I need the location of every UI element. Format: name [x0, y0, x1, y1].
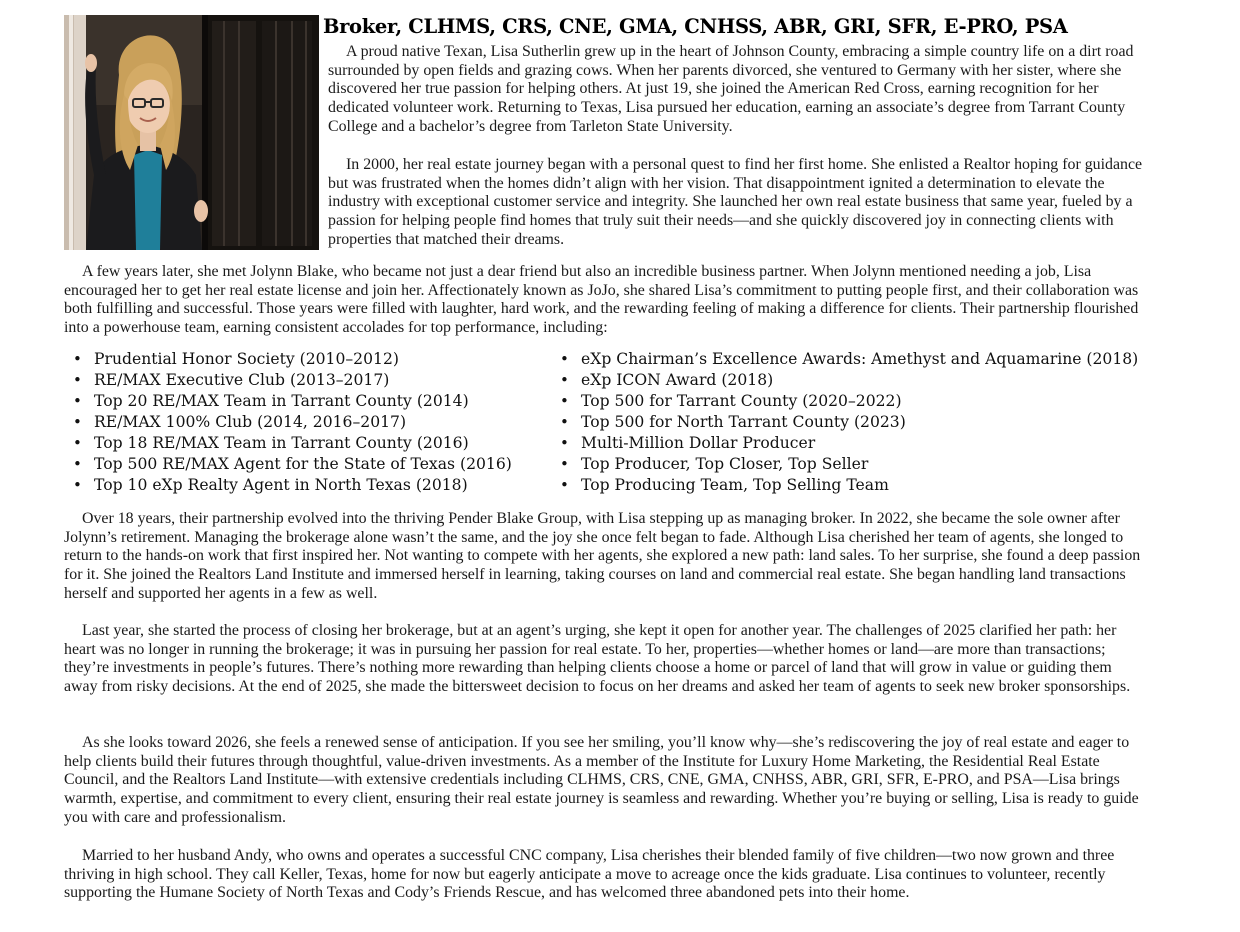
list-item: • Top 20 RE/MAX Team in Tarrant County (2014) [64, 391, 512, 412]
bio-paragraph-closing-brokerage: Last year, she started the process of closing her brokerage, but at an agent’s urging, she kept it open for another year. The challenges of 2025 clarified her path: her heart was no longer in running the brokerage; it was in pursuing her passion for real estate. To her, properties—whether homes or land—are more than transactions; they’re investments in people’s futures. There’s nothing more rewarding than helping clients choose a home or parcel of land that will grow in value or guiding them away from risky decisions. At the end of 2025, she made the bittersweet decision to focus on her dreams and asked her team of agents to seek new broker sponsorships. [64, 622, 1131, 696]
list-item: • Top 500 RE/MAX Agent for the State of Texas (2016) [64, 454, 512, 475]
list-item: • eXp Chairman’s Excellence Awards: Amethyst and Aquamarine (2018) [551, 349, 1138, 370]
list-item: • Multi-Million Dollar Producer [551, 433, 1138, 454]
list-item: • RE/MAX Executive Club (2013–2017) [64, 370, 512, 391]
list-item: • Top Producer, Top Closer, Top Seller [551, 454, 1138, 475]
list-item: • RE/MAX 100% Club (2014, 2016–2017) [64, 412, 512, 433]
bio-paragraph-intro: A proud native Texan, Lisa Sutherlin grew up in the heart of Johnson County, embracing a simple country life on a dirt road surrounded by open fields and grazing cows. When her parents divorced, she ventured to Germany with her sister, where she discovered her true passion for helping others. At just 19, she joined the American Red Cross, earning recognition for her dedicated volunteer work. Returning to Texas, Lisa pursued her education, earning an associate’s degree from Tarrant County College and a bachelor’s degree from Tarleton State University. [328, 43, 1134, 135]
list-item: • Top Producing Team, Top Selling Team [551, 475, 1138, 496]
bio-paragraph-partnership: A few years later, she met Jolynn Blake, who became not just a dear friend but also an incredible business partner. When Jolynn mentioned needing a job, Lisa encouraged her to get her real estate license and join her. Affectionately known as JoJo, she shared Lisa’s commitment to putting people first, and their collaboration was both fulfilling and successful. Those years were filled with laughter, hard work, and the rewarding feeling of making a difference for clients. Their partnership flourished into a powerhouse team, earning consistent accolades for top performance, including: [64, 263, 1139, 337]
list-item: • eXp ICON Award (2018) [551, 370, 1138, 391]
list-item: • Top 500 for North Tarrant County (2023) [551, 412, 1138, 433]
bio-paragraph-2026: As she looks toward 2026, she feels a renewed sense of anticipation. If you see her smiling, you’ll know why—she’s rediscovering the joy of real estate and eager to help clients build their futures through thoughtful, value-driven investments. As a member of the Institute for Luxury Home Marketing, the Residential Real Estate Council, and the Realtors Land Institute—with extensive credentials including CLHMS, CRS, CNE, GMA, CNHSS, ABR, GRI, SFR, E-PRO, and PSA—Lisa brings warmth, expertise, and commitment to every client, ensuring their real estate journey is seamless and rewarding. Whether you’re buying or selling, Lisa is ready to guide you with care and professionalism. [64, 734, 1139, 826]
bio-paragraph-journey: In 2000, her real estate journey began with a personal quest to find her first home. She enlisted a Realtor hoping for guidance but was frustrated when the homes didn’t align with her vision. That disappointment ignited a determination to elevate the industry with exceptional customer service and integrity. She launched her own real estate business that same year, fueled by a passion for helping people find homes that truly suit their needs—and she quickly discovered joy in connecting clients with properties that matched their dreams. [328, 156, 1143, 248]
awards-list-left [64, 349, 512, 496]
bio-paragraph-pender-blake: Over 18 years, their partnership evolved into the thriving Pender Blake Group, with Lisa stepping up as managing broker. In 2022, she became the sole owner after Jolynn’s retirement. Managing the brokerage alone wasn’t the same, and the joy she once felt began to fade. Although Lisa cherished her team of agents, she longed to return to the hands-on work that first inspired her. Not wanting to compete with her agents, she explored a new path: land sales. To her surprise, she found a deep passion for it. She joined the Realtors Land Institute and immersed herself in learning, taking courses on land and commercial real estate. She began handling land transactions herself and supported her agents in a few as well. [64, 510, 1141, 602]
bio-paragraph-family: Married to her husband Andy, who owns and operates a successful CNC company, Lisa cherishes their blended family of five children—two now grown and three thriving in high school. They call Keller, Texas, home for now but eagerly anticipate a move to acreage once the kids graduate. Lisa continues to volunteer, recently supporting the Humane Society of North Texas and Cody’s Friends Rescue, and has welcomed three abandoned pets into their home. [64, 847, 1115, 902]
list-item: • Top 10 eXp Realty Agent in North Texas (2018) [64, 475, 512, 496]
list-item: • Prudential Honor Society (2010–2012) [64, 349, 512, 370]
page-title: Broker, CLHMS, CRS, CNE, GMA, CNHSS, ABR, GRI, SFR, E-PRO, PSA [323, 15, 1068, 38]
portrait-photo [64, 15, 319, 250]
list-item: • Top 18 RE/MAX Team in Tarrant County (2016) [64, 433, 512, 454]
list-item: • Top 500 for Tarrant County (2020–2022) [551, 391, 1138, 412]
awards-list-right [551, 349, 1138, 496]
